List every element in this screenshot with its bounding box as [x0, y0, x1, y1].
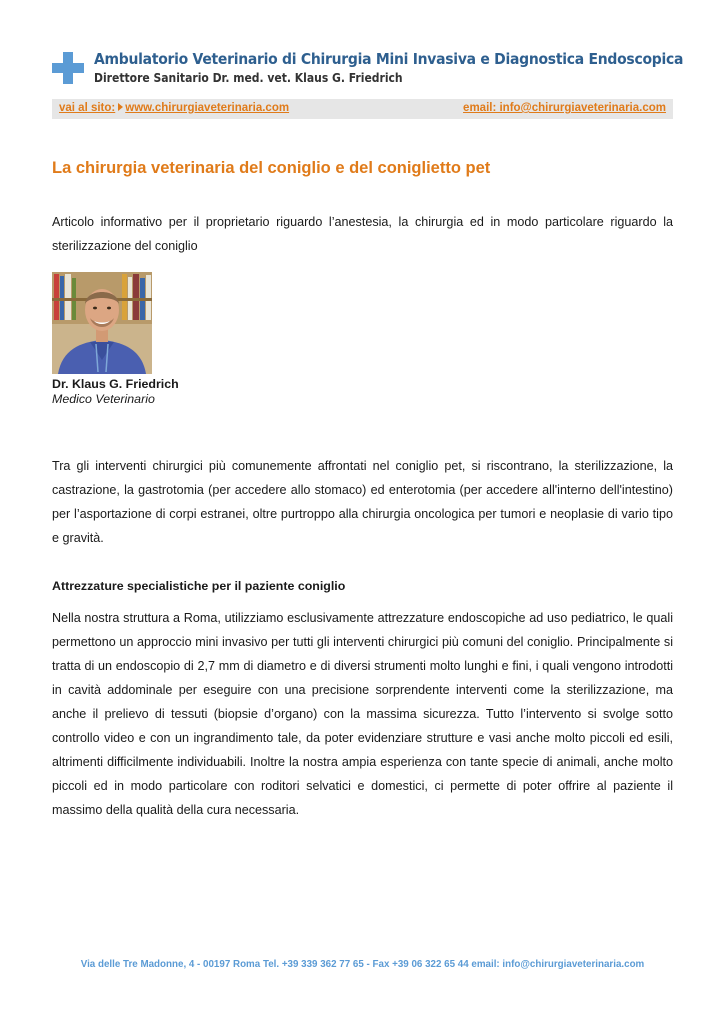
- article-title: La chirurgia veterinaria del coniglio e del coniglietto pet: [52, 159, 491, 177]
- email-link[interactable]: email: info@chirurgiaveterinaria.com: [463, 102, 666, 114]
- author-photo: [52, 272, 152, 374]
- section-heading: Attrezzature specialistiche per il paziente coniglio: [52, 579, 346, 593]
- site-link[interactable]: [59, 102, 289, 114]
- clinic-name: Ambulatorio Veterinario di Chirurgia Mini Invasiva e Diagnostica Endoscopica: [94, 50, 684, 68]
- link-bar: [52, 99, 673, 119]
- author-name: Dr. Klaus G. Friedrich: [52, 377, 179, 391]
- triangle-right-icon: [118, 103, 123, 111]
- site-link-url: www.chirurgiaveterinaria.com: [125, 102, 290, 114]
- page-footer: Via delle Tre Madonne, 4 - 00197 Roma Tel. +39 339 362 77 65 - Fax +39 06 322 65 44 email: info@chirurgiaveterinaria.com: [80, 959, 645, 970]
- director-line: Direttore Sanitario Dr. med. vet. Klaus G. Friedrich: [94, 71, 403, 85]
- author-role: Medico Veterinario: [52, 392, 155, 406]
- medical-cross-icon: [52, 52, 84, 84]
- article-intro: Articolo informativo per il proprietario riguardo l’anestesia, la chirurgia ed in modo particolare riguardo la sterilizzazione del coniglio: [52, 215, 673, 253]
- letterhead: [52, 50, 684, 90]
- article-paragraph-2: Nella nostra struttura a Roma, utilizziamo esclusivamente attrezzature endoscopiche ad uso pediatrico, le quali permettono un approccio mini invasivo per tutti gli interventi chirurgici più comuni del coniglio. Principalmente si tratta di un endoscopio di 2,7 mm di diametro e di diversi strumenti molto lunghi e fini, i quali vengono introdotti in cavità addominale per eseguire con una precisione sorprendente interventi come la sterilizzazione, ma anche il prelievo di tessuti (biopsie d’organo) con la massima sicurezza. Tutto l’intervento si svolge sotto controllo video e con un ingrandimento tale, da poter evidenziare strutture e vasi anche molto piccoli ed esili, altrimenti difficilmente individuabili. Inoltre la nostra ampia esperienza con tante specie di animali, anche molto piccoli ed in modo particolare con roditori selvatici e domestici, ci permette di poter offrire al paziente il massimo della qualità della cura necessaria.: [52, 611, 673, 817]
- site-link-prefix: vai al sito:: [59, 102, 116, 114]
- article-paragraph-1: Tra gli interventi chirurgici più comunemente affrontati nel coniglio pet, si riscontrano, la sterilizzazione, la castrazione, la gastrotomia (per accedere allo stomaco) ed enterotomia (per accedere all'interno dell'intestino) per l’asportazione di corpi estranei, oltre purtroppo alla chirurgia oncologica per tumori e neoplasie di vario tipo e gravità.: [52, 459, 673, 545]
